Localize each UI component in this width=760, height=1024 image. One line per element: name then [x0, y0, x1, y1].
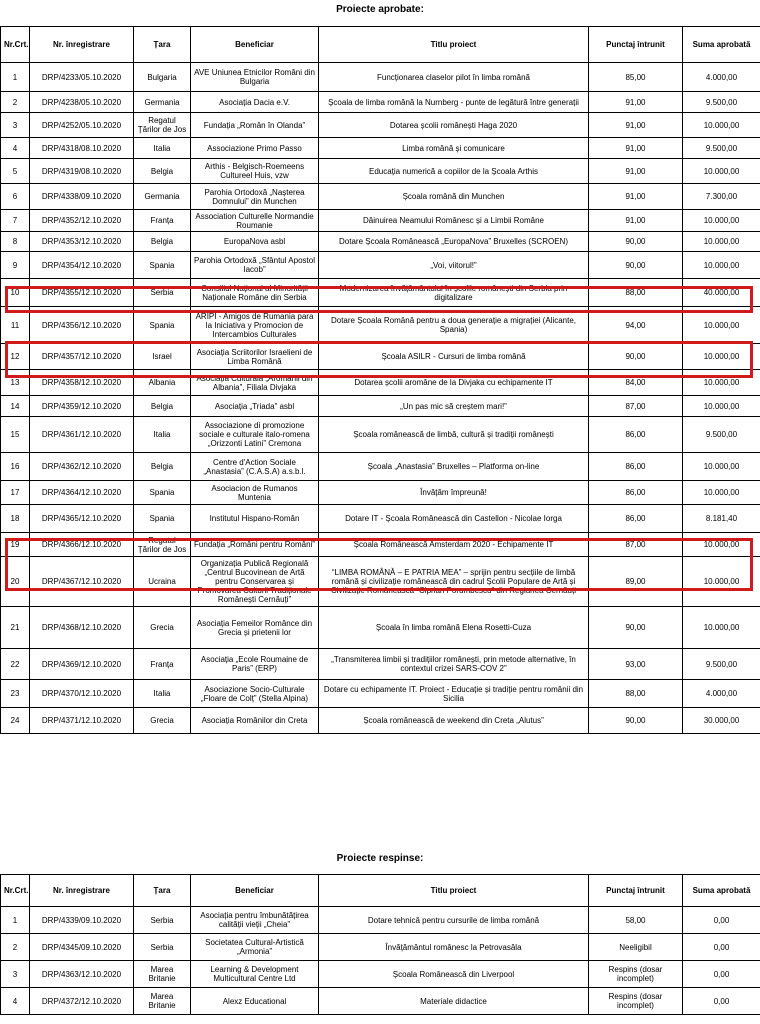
table-row — [1, 961, 760, 988]
cell-score: Neeligibil — [589, 934, 683, 961]
cell-registration: DRP/4352/12.10.2020 — [30, 210, 134, 232]
cell-amount: 0,00 — [683, 961, 760, 988]
cell-amount: 10.000,00 — [683, 557, 760, 607]
cell-nr-crt: 17 — [1, 481, 30, 505]
cell-project-title: Limba română și comunicare — [319, 138, 589, 159]
cell-country: Serbia — [134, 907, 191, 934]
cell-beneficiary: Asociația Femeilor Românce din Grecia și prietenii lor — [191, 607, 319, 649]
cell-amount: 0,00 — [683, 988, 760, 1015]
cell-amount: 10.000,00 — [683, 396, 760, 417]
cell-nr-crt: 9 — [1, 252, 30, 279]
cell-registration: DRP/4357/12.10.2020 — [30, 344, 134, 370]
cell-amount: 4.000,00 — [683, 63, 760, 92]
cell-score: 86,00 — [589, 453, 683, 481]
cell-registration: DRP/4354/12.10.2020 — [30, 252, 134, 279]
cell-score: 90,00 — [589, 252, 683, 279]
table-row — [1, 252, 760, 279]
cell-project-title: Școala Românească din Liverpool — [319, 961, 589, 988]
cell-score: 86,00 — [589, 481, 683, 505]
cell-nr-crt: 14 — [1, 396, 30, 417]
cell-score: Respins (dosar incomplet) — [589, 961, 683, 988]
cell-beneficiary: Asociația Dacia e.V. — [191, 92, 319, 113]
cell-project-title: „Transmiterea limbii și tradițiilor românești, prin metode alternative, în contextul crizei SARS-COV 2” — [319, 649, 589, 680]
col-header-project-title: Titlu proiect — [319, 875, 589, 907]
cell-country: Bulgaria — [134, 63, 191, 92]
cell-amount: 30.000,00 — [683, 708, 760, 734]
cell-beneficiary: Learning & Development Multicultural Centre Ltd — [191, 961, 319, 988]
cell-nr-crt: 23 — [1, 680, 30, 708]
cell-amount: 8.181,40 — [683, 505, 760, 533]
cell-beneficiary: Associazione di promozione sociale e culturale italo-romena „Orizzonti Latini” Cremona — [191, 417, 319, 453]
cell-registration: DRP/4238/05.10.2020 — [30, 92, 134, 113]
rejected-projects-table — [0, 874, 760, 1015]
cell-amount: 10.000,00 — [683, 453, 760, 481]
table-row — [1, 505, 760, 533]
table-row — [1, 279, 760, 307]
cell-beneficiary: Asociația „Triada” asbl — [191, 396, 319, 417]
cell-project-title: Învățăm împreună! — [319, 481, 589, 505]
col-header-project-title: Titlu proiect — [319, 27, 589, 63]
cell-nr-crt: 15 — [1, 417, 30, 453]
cell-registration: DRP/4319/08.10.2020 — [30, 159, 134, 184]
cell-country: Grecia — [134, 708, 191, 734]
cell-amount: 10.000,00 — [683, 607, 760, 649]
cell-country: Regatul Țărilor de Jos — [134, 113, 191, 138]
cell-beneficiary: Asociația „Ecole Roumaine de Paris” (ERP) — [191, 649, 319, 680]
cell-project-title: Școala în limba română Elena Rosetti-Cuza — [319, 607, 589, 649]
cell-score: 88,00 — [589, 680, 683, 708]
cell-amount: 10.000,00 — [683, 533, 760, 557]
cell-nr-crt: 2 — [1, 92, 30, 113]
cell-country: Serbia — [134, 934, 191, 961]
cell-score: 87,00 — [589, 533, 683, 557]
cell-project-title: Dotarea școlii românești Haga 2020 — [319, 113, 589, 138]
cell-beneficiary: Asociația pentru îmbunătățirea calității vieții „Cheia” — [191, 907, 319, 934]
cell-country: Belgia — [134, 453, 191, 481]
cell-registration: DRP/4368/12.10.2020 — [30, 607, 134, 649]
cell-country: Spania — [134, 252, 191, 279]
cell-amount: 7.300,00 — [683, 184, 760, 210]
cell-amount: 10.000,00 — [683, 252, 760, 279]
cell-amount: 9.500,00 — [683, 138, 760, 159]
cell-registration: DRP/4318/08.10.2020 — [30, 138, 134, 159]
cell-beneficiary: Consiliul Național al Minorității Naționale Române din Serbia — [191, 279, 319, 307]
cell-beneficiary: Fundația „Român în Olanda” — [191, 113, 319, 138]
table-header-row — [1, 27, 760, 63]
cell-registration: DRP/4367/12.10.2020 — [30, 557, 134, 607]
cell-amount: 9.500,00 — [683, 649, 760, 680]
cell-score: 91,00 — [589, 92, 683, 113]
cell-project-title: Școala ASILR - Cursuri de limba română — [319, 344, 589, 370]
cell-score: 93,00 — [589, 649, 683, 680]
cell-country: Germania — [134, 92, 191, 113]
cell-beneficiary: Asociacion de Rumanos Muntenia — [191, 481, 319, 505]
cell-project-title: Școala Românească Amsterdam 2020 - Echipamente IT — [319, 533, 589, 557]
col-header-nr-crt: Nr.Crt. — [1, 27, 30, 63]
table-row — [1, 138, 760, 159]
cell-project-title: Școala românească de limbă, cultură și tradiții românești — [319, 417, 589, 453]
cell-nr-crt: 8 — [1, 232, 30, 252]
cell-beneficiary: Asociația Culturală „Aromânii din Albania”, Filiala Divjaka — [191, 370, 319, 396]
cell-score: 90,00 — [589, 708, 683, 734]
cell-nr-crt: 5 — [1, 159, 30, 184]
cell-beneficiary: Parohia Ortodoxă „Nașterea Domnului” din Munchen — [191, 184, 319, 210]
cell-amount: 10.000,00 — [683, 344, 760, 370]
cell-beneficiary: Fundația „Români pentru Români” — [191, 533, 319, 557]
cell-amount: 9.500,00 — [683, 417, 760, 453]
cell-beneficiary: ARIPI - Amigos de Rumania para la Iniciativa y Promocion de Intercambios Culturales — [191, 307, 319, 344]
cell-country: Franța — [134, 210, 191, 232]
cell-amount: 9.500,00 — [683, 92, 760, 113]
cell-registration: DRP/4358/12.10.2020 — [30, 370, 134, 396]
col-header-amount: Suma aprobată — [683, 27, 760, 63]
table-row — [1, 607, 760, 649]
table-row — [1, 934, 760, 961]
table-row — [1, 113, 760, 138]
cell-score: Respins (dosar incomplet) — [589, 988, 683, 1015]
table-row — [1, 159, 760, 184]
table-row — [1, 557, 760, 607]
col-header-score: Punctaj întrunit — [589, 875, 683, 907]
cell-registration: DRP/4362/12.10.2020 — [30, 453, 134, 481]
cell-score: 90,00 — [589, 607, 683, 649]
cell-registration: DRP/4252/05.10.2020 — [30, 113, 134, 138]
table-row — [1, 417, 760, 453]
table-row — [1, 92, 760, 113]
cell-project-title: Funcționarea claselor pilot în limba română — [319, 63, 589, 92]
cell-country: Marea Britanie — [134, 961, 191, 988]
cell-registration: DRP/4339/09.10.2020 — [30, 907, 134, 934]
table-header-row — [1, 875, 760, 907]
cell-nr-crt: 21 — [1, 607, 30, 649]
col-header-registration: Nr. înregistrare — [30, 875, 134, 907]
cell-nr-crt: 22 — [1, 649, 30, 680]
col-header-registration: Nr. înregistrare — [30, 27, 134, 63]
col-header-country: Țara — [134, 875, 191, 907]
cell-registration: DRP/4345/09.10.2020 — [30, 934, 134, 961]
table-row — [1, 63, 760, 92]
col-header-amount: Suma aprobată — [683, 875, 760, 907]
cell-beneficiary: Associazione Primo Passo — [191, 138, 319, 159]
table-row — [1, 533, 760, 557]
cell-registration: DRP/4369/12.10.2020 — [30, 649, 134, 680]
cell-amount: 40.000,00 — [683, 279, 760, 307]
cell-nr-crt: 19 — [1, 533, 30, 557]
cell-country: Franța — [134, 649, 191, 680]
cell-country: Spania — [134, 307, 191, 344]
table-row — [1, 344, 760, 370]
cell-nr-crt: 3 — [1, 961, 30, 988]
cell-nr-crt: 3 — [1, 113, 30, 138]
cell-nr-crt: 10 — [1, 279, 30, 307]
table-row — [1, 988, 760, 1015]
cell-amount: 4.000,00 — [683, 680, 760, 708]
cell-nr-crt: 7 — [1, 210, 30, 232]
cell-nr-crt: 4 — [1, 138, 30, 159]
cell-project-title: Dotarea școlii aromâne de la Divjaka cu echipamente IT — [319, 370, 589, 396]
cell-registration: DRP/4371/12.10.2020 — [30, 708, 134, 734]
cell-beneficiary: Asociația Scriitorilor Israelieni de Limba Română — [191, 344, 319, 370]
cell-project-title: Dotare cu echipamente IT. Proiect - Educație și tradiție pentru românii din Sicilia — [319, 680, 589, 708]
cell-score: 90,00 — [589, 344, 683, 370]
cell-country: Spania — [134, 505, 191, 533]
cell-project-title: “LIMBA ROMÂNĂ – E PATRIA MEA” – sprijin pentru secțiile de limbă română și civilizație românească din cadrul Școlii Populare de Artă și Civilizație Românească “Ciprian Porumbescu” din Regiunea Cernăuți — [319, 557, 589, 607]
cell-beneficiary: AVE Uniunea Etnicilor Români din Bulgaria — [191, 63, 319, 92]
table-row — [1, 232, 760, 252]
cell-beneficiary: Alexz Educational — [191, 988, 319, 1015]
cell-beneficiary: Association Culturelle Normandie Roumanie — [191, 210, 319, 232]
cell-score: 91,00 — [589, 159, 683, 184]
cell-country: Germania — [134, 184, 191, 210]
cell-nr-crt: 1 — [1, 63, 30, 92]
cell-score: 88,00 — [589, 279, 683, 307]
cell-country: Israel — [134, 344, 191, 370]
table-row — [1, 370, 760, 396]
cell-project-title: „Voi, viitorul!” — [319, 252, 589, 279]
cell-amount: 10.000,00 — [683, 481, 760, 505]
cell-beneficiary: Asociazione Socio-Culturale „Floare de Colț” (Stella Alpina) — [191, 680, 319, 708]
cell-registration: DRP/4353/12.10.2020 — [30, 232, 134, 252]
cell-amount: 0,00 — [683, 907, 760, 934]
cell-nr-crt: 24 — [1, 708, 30, 734]
cell-registration: DRP/4366/12.10.2020 — [30, 533, 134, 557]
cell-registration: DRP/4364/12.10.2020 — [30, 481, 134, 505]
cell-score: 58,00 — [589, 907, 683, 934]
cell-amount: 10.000,00 — [683, 210, 760, 232]
col-header-beneficiary: Beneficiar — [191, 875, 319, 907]
cell-country: Italia — [134, 138, 191, 159]
cell-registration: DRP/4233/05.10.2020 — [30, 63, 134, 92]
cell-registration: DRP/4365/12.10.2020 — [30, 505, 134, 533]
cell-score: 91,00 — [589, 210, 683, 232]
cell-nr-crt: 12 — [1, 344, 30, 370]
cell-country: Marea Britanie — [134, 988, 191, 1015]
table-row — [1, 708, 760, 734]
cell-project-title: Școala română din Munchen — [319, 184, 589, 210]
cell-country: Belgia — [134, 159, 191, 184]
table-row — [1, 210, 760, 232]
cell-project-title: Școala „Anastasia” Bruxelles – Platforma on-line — [319, 453, 589, 481]
table-row — [1, 680, 760, 708]
col-header-nr-crt: Nr.Crt. — [1, 875, 30, 907]
cell-project-title: „Un pas mic să creștem mari!” — [319, 396, 589, 417]
cell-score: 84,00 — [589, 370, 683, 396]
rejected-section-title: Proiecte respinse: — [336, 853, 424, 864]
cell-score: 91,00 — [589, 113, 683, 138]
cell-score: 91,00 — [589, 184, 683, 210]
cell-nr-crt: 4 — [1, 988, 30, 1015]
cell-project-title: Dotare tehnică pentru cursurile de limba română — [319, 907, 589, 934]
cell-nr-crt: 2 — [1, 934, 30, 961]
cell-registration: DRP/4356/12.10.2020 — [30, 307, 134, 344]
cell-amount: 10.000,00 — [683, 232, 760, 252]
cell-score: 91,00 — [589, 138, 683, 159]
cell-country: Belgia — [134, 232, 191, 252]
cell-country: Grecia — [134, 607, 191, 649]
table-row — [1, 907, 760, 934]
cell-nr-crt: 13 — [1, 370, 30, 396]
col-header-beneficiary: Beneficiar — [191, 27, 319, 63]
col-header-country: Țara — [134, 27, 191, 63]
cell-country: Ucraina — [134, 557, 191, 607]
cell-amount: 10.000,00 — [683, 113, 760, 138]
cell-project-title: Școala de limba română la Nurnberg - punte de legătură între generații — [319, 92, 589, 113]
table-row — [1, 649, 760, 680]
cell-amount: 0,00 — [683, 934, 760, 961]
cell-nr-crt: 1 — [1, 907, 30, 934]
cell-country: Belgia — [134, 396, 191, 417]
approved-section-title: Proiecte aprobate: — [336, 4, 424, 15]
cell-amount: 10.000,00 — [683, 159, 760, 184]
cell-country: Italia — [134, 680, 191, 708]
cell-registration: DRP/4361/12.10.2020 — [30, 417, 134, 453]
cell-registration: DRP/4370/12.10.2020 — [30, 680, 134, 708]
table-row — [1, 184, 760, 210]
cell-project-title: Învățământul românesc la Petrovasâla — [319, 934, 589, 961]
cell-nr-crt: 16 — [1, 453, 30, 481]
table-row — [1, 307, 760, 344]
cell-score: 94,00 — [589, 307, 683, 344]
cell-score: 89,00 — [589, 557, 683, 607]
cell-project-title: Dotare Școala Românească „EuropaNova” Bruxelles (SCROEN) — [319, 232, 589, 252]
cell-amount: 10.000,00 — [683, 307, 760, 344]
cell-amount: 10.000,00 — [683, 370, 760, 396]
cell-country: Serbia — [134, 279, 191, 307]
cell-registration: DRP/4363/12.10.2020 — [30, 961, 134, 988]
col-header-score: Punctaj întrunit — [589, 27, 683, 63]
cell-score: 86,00 — [589, 505, 683, 533]
cell-score: 86,00 — [589, 417, 683, 453]
cell-registration: DRP/4338/09.10.2020 — [30, 184, 134, 210]
cell-score: 85,00 — [589, 63, 683, 92]
cell-project-title: Materiale didactice — [319, 988, 589, 1015]
cell-nr-crt: 6 — [1, 184, 30, 210]
cell-beneficiary: Societatea Cultural-Artistică „Armonia” — [191, 934, 319, 961]
cell-country: Spania — [134, 481, 191, 505]
cell-country: Albania — [134, 370, 191, 396]
cell-beneficiary: Centre d'Action Sociale „Anastasia” (C.A.S.A) a.s.b.l. — [191, 453, 319, 481]
cell-country: Italia — [134, 417, 191, 453]
cell-nr-crt: 20 — [1, 557, 30, 607]
cell-beneficiary: EuropaNova asbl — [191, 232, 319, 252]
table-row — [1, 453, 760, 481]
cell-registration: DRP/4355/12.10.2020 — [30, 279, 134, 307]
cell-nr-crt: 11 — [1, 307, 30, 344]
cell-score: 90,00 — [589, 232, 683, 252]
cell-registration: DRP/4359/12.10.2020 — [30, 396, 134, 417]
cell-project-title: Dotare Școala Română pentru a doua generație a migrației (Alicante, Spania) — [319, 307, 589, 344]
cell-project-title: Școala românească de weekend din Creta „Alutus” — [319, 708, 589, 734]
cell-score: 87,00 — [589, 396, 683, 417]
cell-beneficiary: Arthis - Belgisch-Roemeens Cultureel Huis, vzw — [191, 159, 319, 184]
cell-beneficiary: Parohia Ortodoxă „Sfântul Apostol Iacob” — [191, 252, 319, 279]
cell-nr-crt: 18 — [1, 505, 30, 533]
cell-beneficiary: Institutul Hispano-Român — [191, 505, 319, 533]
table-row — [1, 481, 760, 505]
cell-project-title: Dăinuirea Neamului Românesc și a Limbii Române — [319, 210, 589, 232]
cell-project-title: Dotare IT - Școala Românească din Castellon - Nicolae Iorga — [319, 505, 589, 533]
table-row — [1, 396, 760, 417]
cell-country: Regatul Țărilor de Jos — [134, 533, 191, 557]
cell-project-title: Educația numerică a copiilor de la Școala Arthis — [319, 159, 589, 184]
approved-projects-table — [0, 26, 760, 734]
cell-registration: DRP/4372/12.10.2020 — [30, 988, 134, 1015]
cell-beneficiary: Organizația Publică Regională „Centrul Bucovinean de Artă pentru Conservarea și Promovarea Culturii Tradiționale Românești Cernăuți” — [191, 557, 319, 607]
cell-beneficiary: Asociația Românilor din Creta — [191, 708, 319, 734]
cell-project-title: Modernizarea învățământului în școlile românești din Serbia prin digitalizare — [319, 279, 589, 307]
